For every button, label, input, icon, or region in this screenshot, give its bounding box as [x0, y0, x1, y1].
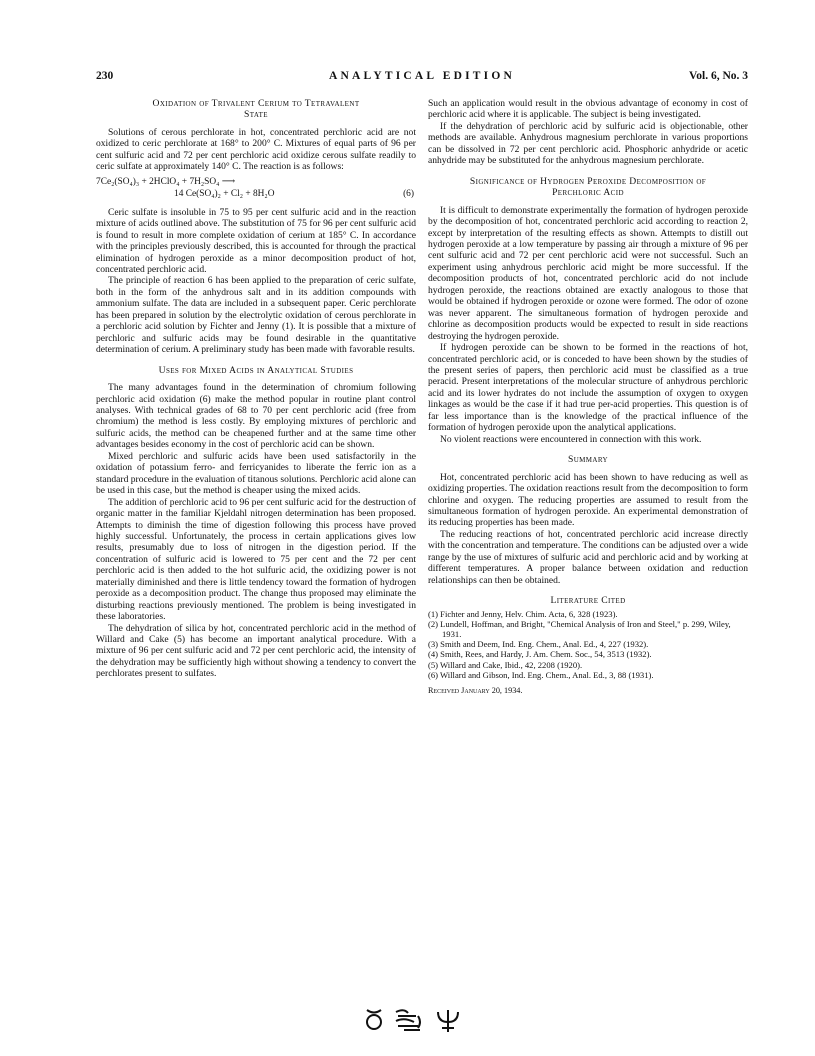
- equation-number: (6): [403, 188, 414, 199]
- paragraph: The addition of perchloric acid to 96 per cent sulfuric acid for the destruction of organic matter in the familiar Kjeldahl nitrogen determination has been proposed. Attempts to diminish the time of digestion following this process have proved highly successful. Unfortunately, the process in certain applications gives low results, presumably due to loss of nitrogen in the digestion period. If the concentration of sulfuric acid is lowered to 75 per cent and the 72 per cent perchloric acid is then added to the hot sulfuric acid, the oxidizing power is not materially diminished and there is little tendency toward the formation of hydrogen peroxide as a decomposition product. The change thus proposed may eliminate the disturbing reactions previously mentioned. The problem is being investigated in these laboratories.: [96, 496, 416, 623]
- page-header: [96, 70, 748, 86]
- section-title-peroxide-line1: Significance of Hydrogen Peroxide Decomposition of: [469, 175, 707, 187]
- paragraph: Solutions of cerous perchlorate in hot, concentrated perchloric acid are not oxidized to ceric perchlorate at 168° to 200° C. Mixtures of equal parts of 96 per cent sulfuric acid and 72 per cent perchloric acid oxidize cerous sulfate readily to ceric sulfate at approximately 140° C. The reaction is as follows:: [96, 126, 416, 173]
- section-title-peroxide-line2: Perchloric Acid: [552, 187, 624, 199]
- section-title-cerium-line1: Oxidation of Trivalent Cerium to Tetravalent: [152, 98, 360, 109]
- chemical-equation: [96, 177, 416, 201]
- paragraph: The dehydration of silica by hot, concentrated perchloric acid in the method of Willard and Cake (5) has become an important analytical procedure. With a mixture of 96 per cent sulfuric acid and 72 per cent perchloric acid, the intensity of the dehydration may be sufficiently high without showing a tendency to convert the perchlorates present to sulfates.: [96, 622, 416, 680]
- reference-list: [428, 609, 748, 680]
- paragraph: Hot, concentrated perchloric acid has been shown to have reducing as well as oxidizing properties. The oxidation reactions result from the decomposition to form chlorine and oxygen. The reducing properties are assumed to result from the simultaneous formation of hydrogen peroxide. An experimental demonstration of its reducing properties has been made.: [428, 471, 748, 529]
- footer-alchemical-symbols: [360, 1004, 470, 1034]
- volume-label: Vol. 6, No. 3: [689, 70, 748, 82]
- paragraph: If hydrogen peroxide can be shown to be formed in the reactions of hot, concentrated perchloric acid, or is conceded to have been shown by the studies of the present series of papers, then perchloric acid must be classified as a true peracid. Present interpretations of the molecular structure of anhydrous perchloric acid and its lower hydrates do not include the assumption of oxygen to oxygen linkages as would be the case if it had true per-acid properties. This question is of far less importance than is the knowledge of the practical influence of the formation of hydrogen peroxide upon the analytical applications.: [428, 342, 748, 434]
- neptune-symbol-icon: [438, 1010, 458, 1032]
- equation-line2: 14 Ce(SO₄)₂ + Cl₂ + 8H₂O: [174, 188, 275, 199]
- reference-item: (1) Fichter and Jenny, Helv. Chim. Acta, 6, 328 (1923).: [428, 608, 618, 619]
- journal-title: ANALYTICAL EDITION: [329, 70, 515, 82]
- equation-line1: 7Ce₂(SO₄)₃ + 2HClO₄ + 7H₂SO₄ ⟶: [96, 176, 236, 187]
- paragraph: Such an application would result in the obvious advantage of economy in cost of perchloric acid where it is applicable. The subject is being investigated.: [428, 98, 748, 121]
- paragraph: No violent reactions were encountered in connection with this work.: [440, 433, 702, 445]
- paragraph: Ceric sulfate is insoluble in 75 to 95 per cent sulfuric acid and in the reaction mixture of acids outlined above. The substitution of 75 for 96 per cent sulfuric acid is found to result in more complete oxidation of cerium at 185° C. In accordance with the principles previously described, this is accounted for through the practical elimination of hydrogen peroxide as a minor decomposition product of hot, concentrated perchloric acid.: [96, 206, 416, 275]
- paragraph: If the dehydration of perchloric acid by sulfuric acid is objectionable, other methods are available. Anhydrous magnesium perchlorate in various proportions can be dissolved in 72 per cent perchloric acid. Phosphoric anhydride or acetic anhydride may be substituted for the anhydrous magnesium perchlorate.: [428, 120, 748, 167]
- paragraph: Mixed perchloric and sulfuric acids have been used satisfactorily in the oxidation of potassium ferro- and ferricyanides to liberate the ferric ion as a standard procedure in the evaluation of titanous solutions. Perchloric acid alone can be used in this case, but the method is cheaper using the mixed acids.: [96, 450, 416, 497]
- received-date: Received January 20, 1934.: [428, 686, 523, 695]
- reference-item: (6) Willard and Gibson, Ind. Eng. Chem., Anal. Ed., 3, 88 (1931).: [428, 669, 654, 680]
- paragraph: The many advantages found in the determination of chromium following perchloric acid oxidation (6) make the method popular in routine plant control analyses. With technical grades of 68 to 70 per cent perchloric acid (free from chromium) the method is less costly. By employing mixtures of perchloric and sulfuric acids, the method can be cheapened further and at the same time other advantages besides economy in the cost of perchloric acid can be shown.: [96, 382, 416, 451]
- paragraph: It is difficult to demonstrate experimentally the formation of hydrogen peroxide by the decomposition of hot, concentrated perchloric acid according to reaction 2, except by interpretation of the resulting effects as shown. Attempts to distill out hydrogen peroxide at a low temperature by passing air through a mixture of 96 per cent sulfuric acid and 72 per cent perchloric acid were not successful. Such an experiment using anhydrous perchloric acid might be more successful. If the decomposition products of hot, concentrated perchloric acid do not include hydrogen peroxide, the reactions obtained are exactly analogous to those that would be obtained if hydrogen peroxide or ozone were formed. The odor of ozone was never apparent. The simultaneous formation of hydrogen peroxide and chlorine as decomposition products would be expected to result in side reactions destroying the hydrogen peroxide.: [428, 204, 748, 342]
- right-column: [428, 98, 748, 696]
- page-number: 230: [96, 70, 114, 82]
- reference-item: (5) Willard and Cake, Ibid., 42, 2208 (1920).: [428, 659, 583, 670]
- paragraph: The principle of reaction 6 has been applied to the preparation of ceric sulfate, both in the form of the anhydrous salt and in its addition compounds with ammonium sulfate. The data are included in a subsequent paper. Ceric perchlorate has been prepared in solution by the electrolytic oxidation of cerous perchlorate in a perchloric acid solution by Fichter and Jenny (1). It is possible that a mixture of perchloric and sulfuric acids may be found desirable in the quantitative determination of cerium. A preliminary study has been made with favorable results.: [96, 275, 416, 356]
- section-title-literature: Literature Cited: [550, 595, 626, 607]
- mercury-symbol-icon: [396, 1010, 420, 1030]
- left-column: [96, 98, 416, 680]
- section-title-cerium-line2: State: [244, 109, 268, 121]
- reference-item: (3) Smith and Deem, Ind. Eng. Chem., Anal. Ed., 4, 227 (1932).: [428, 639, 649, 650]
- section-title-mixed-acids: Uses for Mixed Acids in Analytical Studies: [158, 364, 354, 376]
- section-title-summary: Summary: [567, 454, 609, 466]
- reference-item: (4) Smith, Rees, and Hardy, J. Am. Chem. Soc., 54, 3513 (1932).: [428, 649, 652, 660]
- reference-item: (2) Lundell, Hoffman, and Bright, "Chemical Analysis of Iron and Steel," p. 299, Wiley, 1931.: [428, 618, 731, 639]
- copper-symbol-icon: [367, 1010, 381, 1029]
- paragraph: The reducing reactions of hot, concentrated perchloric acid increase directly with the concentration and temperature. The conditions can be adjusted over a wide range by the use of mixtures of sulfuric acid and perchloric acid and by working at different temperatures. A proper balance between oxidation and reduction relationships can then be obtained.: [428, 528, 748, 586]
